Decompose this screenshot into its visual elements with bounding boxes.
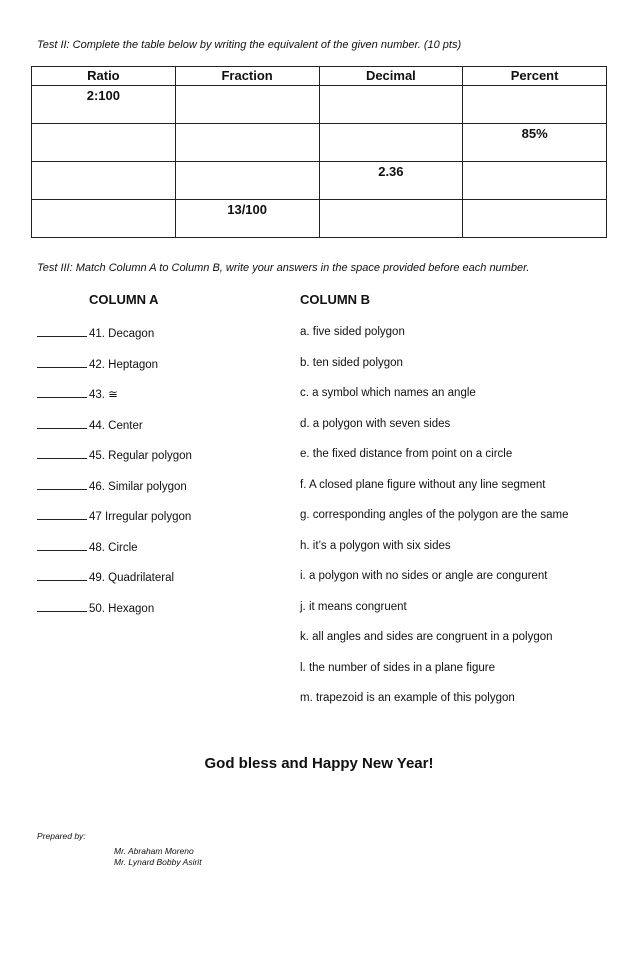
test3-instruction: Test III: Match Column A to Column B, write your answers in the space provided before each number.: [37, 262, 530, 274]
answer-blank[interactable]: [37, 326, 87, 337]
column-b-item: k. all angles and sides are congruent in a polygon: [300, 631, 553, 643]
author-name: Mr. Abraham Moreno: [114, 846, 194, 856]
column-a-header: COLUMN A: [89, 292, 159, 307]
answer-blank[interactable]: [37, 418, 87, 429]
column-b-item: l. the number of sides in a plane figure: [300, 662, 495, 674]
header-fraction: Fraction: [175, 67, 319, 86]
item-label: 41. Decagon: [89, 328, 155, 340]
column-b-item: f. A closed plane figure without any line segment: [300, 479, 546, 491]
column-a-item: [37, 357, 158, 371]
column-a-item: [37, 448, 192, 462]
column-a-item: [37, 601, 154, 615]
author-name: Mr. Lynard Bobby Asirit: [114, 857, 202, 867]
answer-blank[interactable]: [37, 479, 87, 490]
column-a-item: [37, 570, 174, 584]
column-b-item: m. trapezoid is an example of this polygon: [300, 692, 515, 704]
column-b-item: i. a polygon with no sides or angle are congurent: [300, 570, 548, 582]
test2-instruction: Test II: Complete the table below by writing the equivalent of the given number. (10 pts): [37, 39, 462, 51]
table-cell: [175, 86, 319, 124]
table-cell: [319, 200, 463, 238]
column-b-item: a. five sided polygon: [300, 326, 405, 338]
column-b-item: j. it means congruent: [300, 601, 407, 613]
table-row: [32, 162, 607, 200]
prepared-by-label: Prepared by:: [37, 831, 86, 841]
table-header-row: [32, 67, 607, 86]
item-label: 48. Circle: [89, 542, 138, 554]
item-label: 46. Similar polygon: [89, 481, 187, 493]
column-b-header: COLUMN B: [300, 292, 371, 307]
answer-blank[interactable]: [37, 570, 87, 581]
header-decimal: Decimal: [319, 67, 463, 86]
table-cell: 13/100: [175, 200, 319, 238]
item-label: 45. Regular polygon: [89, 450, 192, 462]
answer-blank[interactable]: [37, 448, 87, 459]
answer-blank[interactable]: [37, 540, 87, 551]
answer-blank[interactable]: [37, 509, 87, 520]
table-row: [32, 124, 607, 162]
table-cell: [175, 124, 319, 162]
table-cell: [319, 124, 463, 162]
answer-blank[interactable]: [37, 357, 87, 368]
column-b-item: c. a symbol which names an angle: [300, 387, 476, 399]
table-cell: [175, 162, 319, 200]
table-cell: [32, 162, 176, 200]
column-a-item: [37, 479, 187, 493]
closing-message: God bless and Happy New Year!: [204, 755, 434, 772]
column-b-item: h. it’s a polygon with six sides: [300, 540, 451, 552]
table-cell: 2.36: [319, 162, 463, 200]
table-cell: [32, 200, 176, 238]
answer-blank[interactable]: [37, 387, 87, 398]
column-b-item: e. the fixed distance from point on a circle: [300, 448, 513, 460]
table-cell: [319, 86, 463, 124]
item-label: 43. ≅: [89, 389, 118, 401]
header-ratio: Ratio: [32, 67, 176, 86]
answer-blank[interactable]: [37, 601, 87, 612]
item-label: 42. Heptagon: [89, 359, 159, 371]
column-a-item: [37, 509, 191, 523]
table-cell: 2:100: [32, 86, 176, 124]
column-a-item: [37, 540, 138, 554]
table-cell: [463, 162, 607, 200]
header-percent: Percent: [463, 67, 607, 86]
conversion-table: [31, 66, 607, 238]
column-a-item: [37, 326, 154, 340]
column-a-item: [37, 387, 118, 401]
column-b-item: b. ten sided polygon: [300, 357, 403, 369]
item-label: 50. Hexagon: [89, 603, 155, 615]
table-cell: 85%: [463, 124, 607, 162]
column-b-item: d. a polygon with seven sides: [300, 418, 451, 430]
item-label: 44. Center: [89, 420, 143, 432]
table-cell: [463, 200, 607, 238]
table-cell: [463, 86, 607, 124]
column-b-item: g. corresponding angles of the polygon are the same: [300, 509, 569, 521]
column-a-item: [37, 418, 143, 432]
item-label: 47 Irregular polygon: [89, 511, 192, 523]
item-label: 49. Quadrilateral: [89, 572, 175, 584]
table-row: [32, 86, 607, 124]
table-row: [32, 200, 607, 238]
table-cell: [32, 124, 176, 162]
